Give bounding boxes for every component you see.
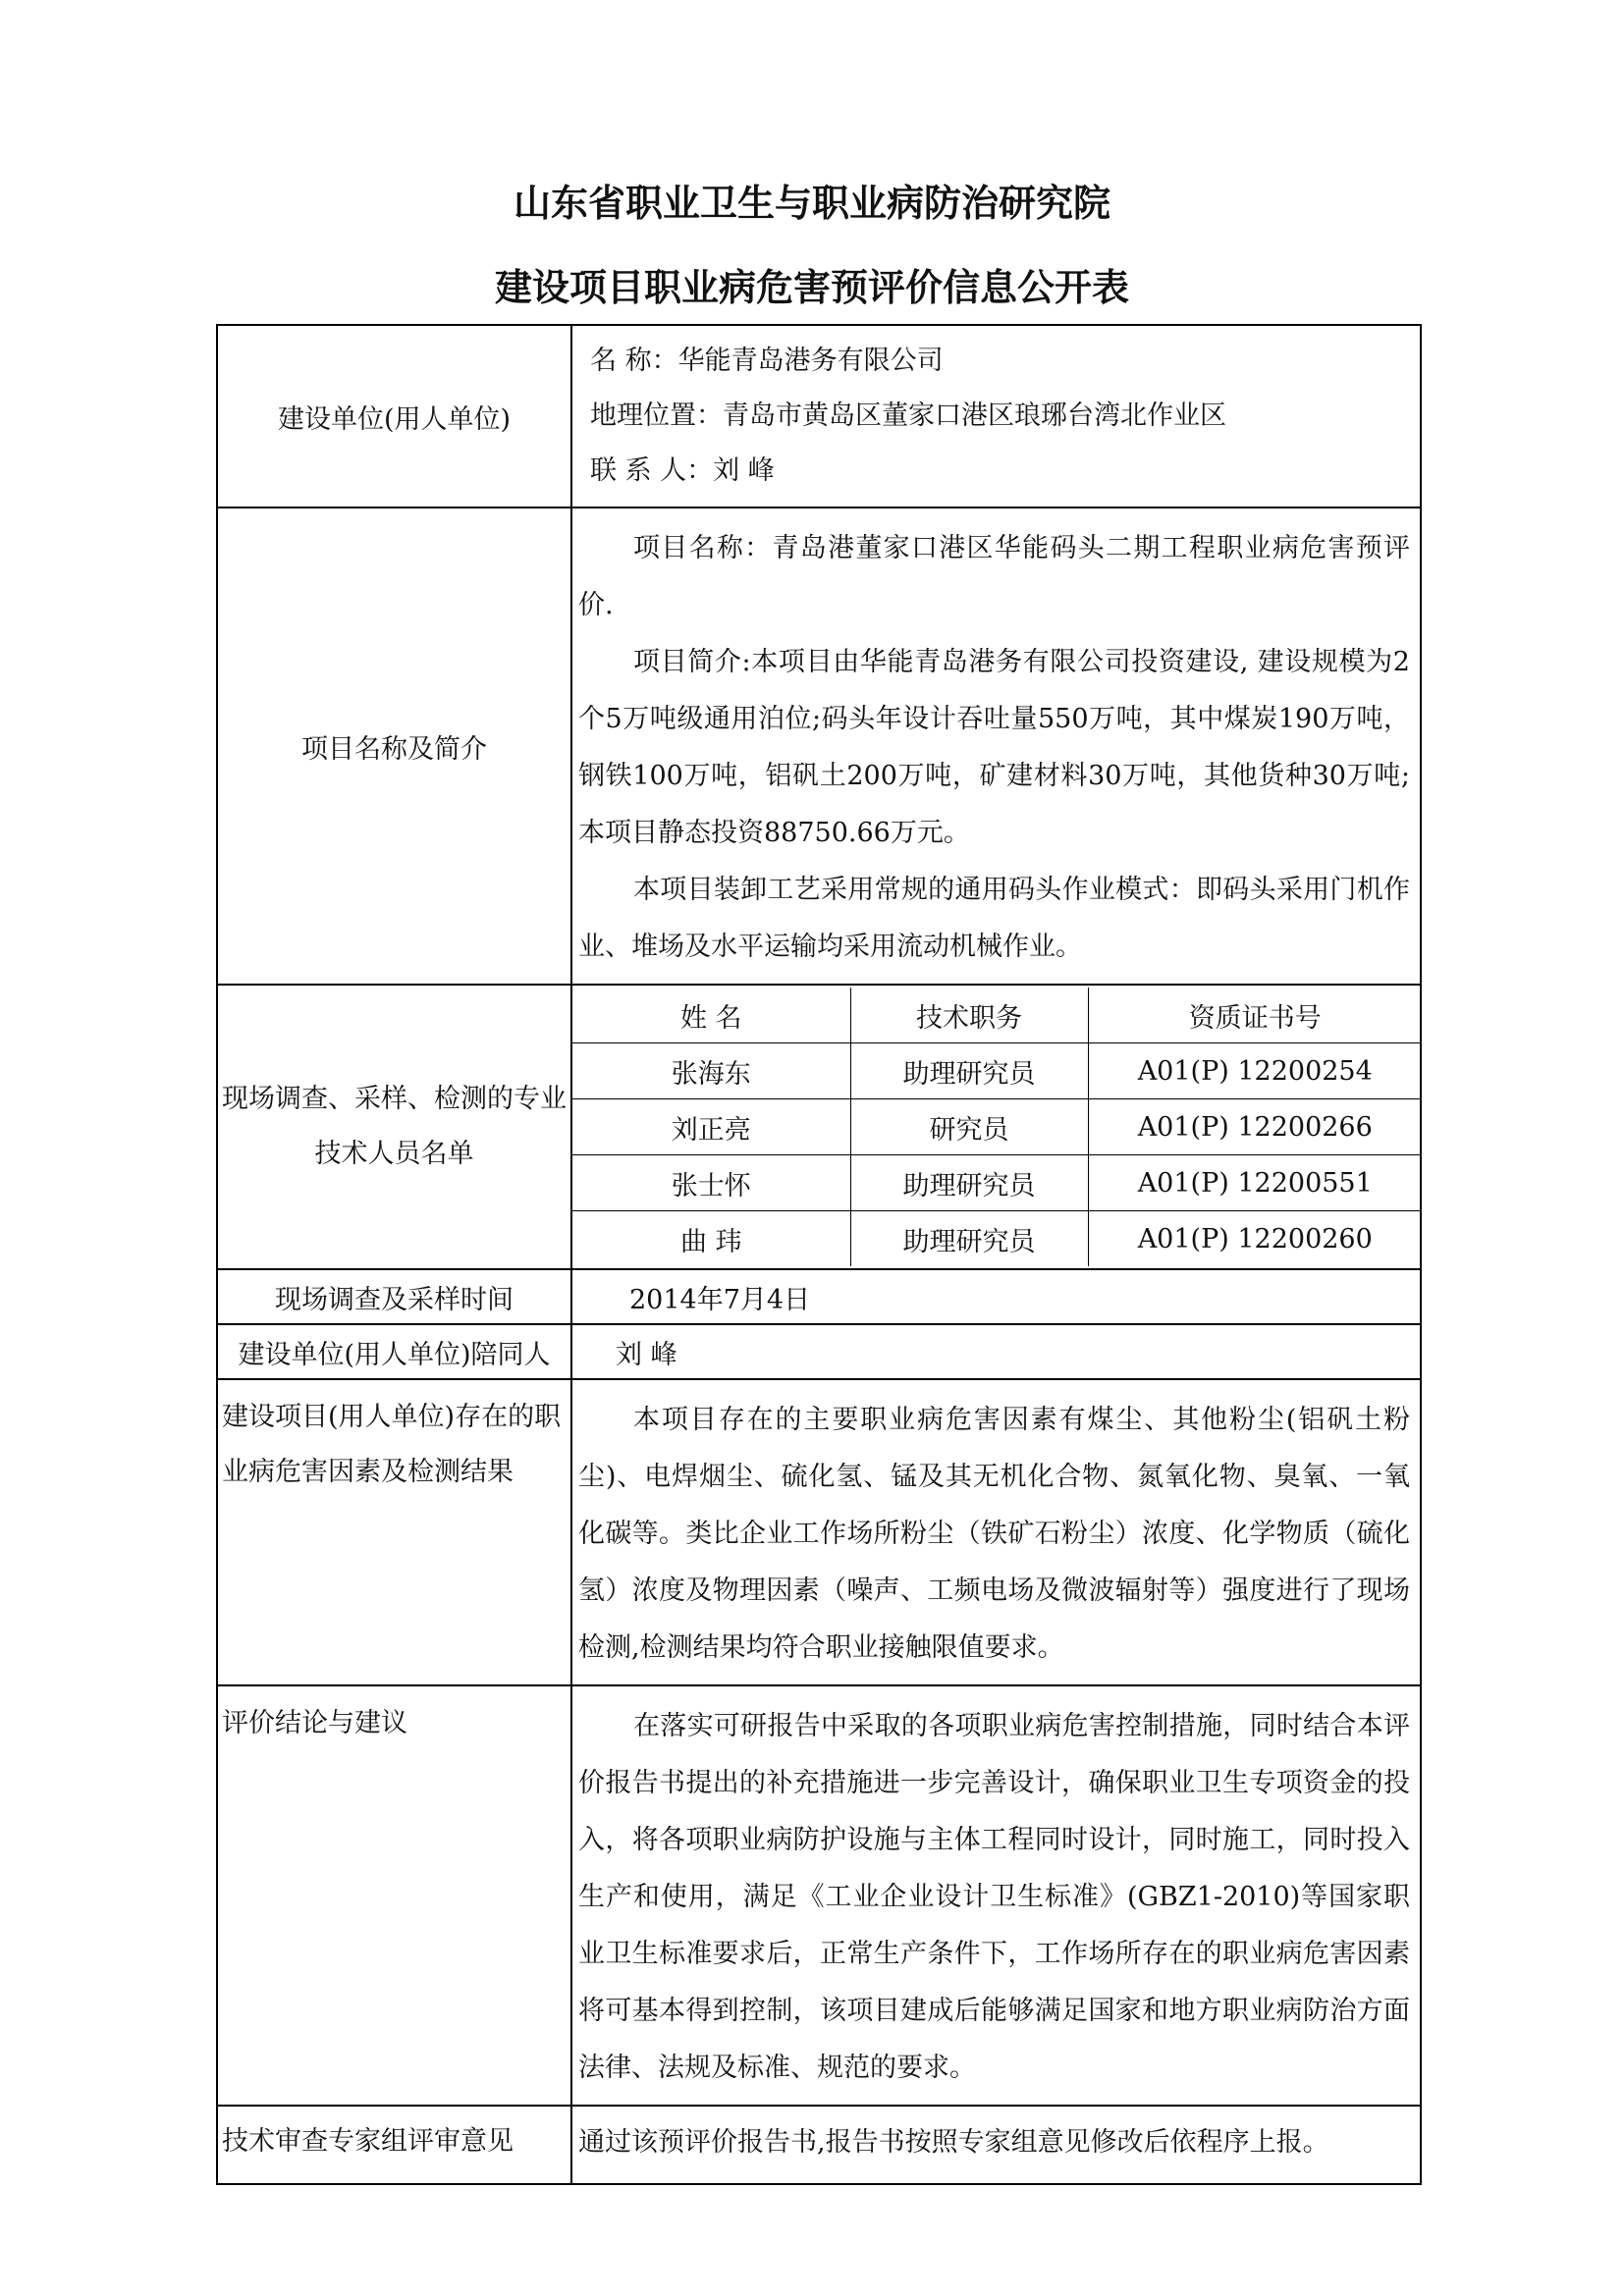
staff-cert: A01(P) 12200551 <box>1088 1155 1422 1211</box>
staff-row-2 <box>572 1099 1422 1155</box>
staff-name: 刘正亮 <box>572 1099 850 1155</box>
staff-title: 助理研究员 <box>850 1155 1088 1211</box>
review-text: 通过该预评价报告书,报告书按照专家组意见修改后依程序上报。 <box>578 2127 1329 2158</box>
staff-row-1 <box>572 1043 1422 1099</box>
staff-header-name: 姓 名 <box>572 988 850 1043</box>
unit-contact: 联 系 人：刘 峰 <box>590 455 775 486</box>
staff-row-4 <box>572 1211 1422 1267</box>
staff-header-row <box>572 988 1422 1043</box>
conclusion-cell <box>571 1685 1421 2106</box>
survey-time-value: 2014年7月4日 <box>571 1269 1421 1324</box>
conclusion-row <box>217 1685 1421 2106</box>
staff-name: 张士怀 <box>572 1155 850 1211</box>
conclusion-text: 在落实可研报告中采取的各项职业病危害控制措施，同时结合本评价报告书提出的补充措施进一步完善设计，确保职业卫生专项资金的投入，将各项职业病防护设施与主体工程同时设计，同时施工，同时投入生产和使用，满足《工业企业设计卫生标准》(GBZ1-2010)等国家职业卫生标准要求后，正常生产条件下，工作场所存在的职业病危害因素将可基本得到控制，该项目建成后能够满足国家和地方职业病防治方面法律、法规及标准、规范的要求。 <box>578 1711 1410 2083</box>
staff-name: 张海东 <box>572 1043 850 1099</box>
hazards-row <box>217 1379 1421 1685</box>
conclusion-label: 评价结论与建议 <box>217 1685 571 2106</box>
survey-time-label: 现场调查及采样时间 <box>217 1269 571 1324</box>
staff-header-title: 技术职务 <box>850 988 1088 1043</box>
staff-label: 现场调查、采样、检测的专业技术人员名单 <box>217 985 571 1269</box>
staff-cert: A01(P) 12200260 <box>1088 1211 1422 1267</box>
form-title: 建设项目职业病危害预评价信息公开表 <box>494 266 1129 309</box>
project-intro: 项目简介:本项目由华能青岛港务有限公司投资建设, 建设规模为2个5万吨级通用泊位;码头年设计吞吐量550万吨，其中煤炭190万吨，钢铁100万吨，铝矾土200万吨，矿建材料30万吨，其他货种30万吨;本项目静态投资88750.66万元。 <box>578 647 1410 848</box>
project-label: 项目名称及简介 <box>217 507 571 985</box>
staff-cert: A01(P) 12200254 <box>1088 1043 1422 1099</box>
companion-value: 刘 峰 <box>571 1324 1421 1379</box>
unit-label: 建设单位(用人单位) <box>217 325 571 507</box>
staff-cert: A01(P) 12200266 <box>1088 1099 1422 1155</box>
staff-name: 曲 玮 <box>572 1211 850 1267</box>
survey-time-row <box>217 1269 1421 1324</box>
project-details <box>571 507 1421 985</box>
hazards-cell <box>571 1379 1421 1685</box>
project-name: 项目名称：青岛港董家口港区华能码头二期工程职业病危害预评价. <box>578 533 1410 620</box>
review-label: 技术审查专家组评审意见 <box>217 2106 571 2184</box>
staff-header-cert: 资质证书号 <box>1088 988 1422 1043</box>
staff-title: 助理研究员 <box>850 1211 1088 1267</box>
info-table <box>216 324 1422 2185</box>
project-row <box>217 507 1421 985</box>
staff-table <box>572 988 1422 1266</box>
hazards-label: 建设项目(用人单位)存在的职业病危害因素及检测结果 <box>217 1379 571 1685</box>
project-process: 本项目装卸工艺采用常规的通用码头作业模式：即码头采用门机作业、堆场及水平运输均采用流动机械作业。 <box>578 875 1410 962</box>
review-row <box>217 2106 1421 2184</box>
review-cell <box>571 2106 1421 2184</box>
staff-title: 研究员 <box>850 1099 1088 1155</box>
staff-title: 助理研究员 <box>850 1043 1088 1099</box>
unit-name: 名 称：华能青岛港务有限公司 <box>590 346 944 376</box>
staff-row-3 <box>572 1155 1422 1211</box>
staff-row <box>217 985 1421 1269</box>
unit-details <box>571 325 1421 507</box>
hazards-text: 本项目存在的主要职业病危害因素有煤尘、其他粉尘(铝矾土粉尘)、电焊烟尘、硫化氢、锰及其无机化合物、氮氧化物、臭氧、一氧化碳等。类比企业工作场所粉尘（铁矿石粉尘）浓度、化学物质（硫化氢）浓度及物理因素（噪声、工频电场及微波辐射等）强度进行了现场检测,检测结果均符合职业接触限值要求。 <box>578 1405 1410 1663</box>
org-title: 山东省职业卫生与职业病防治研究院 <box>513 182 1110 225</box>
companion-row <box>217 1324 1421 1379</box>
unit-row <box>217 325 1421 507</box>
companion-label: 建设单位(用人单位)陪同人 <box>217 1324 571 1379</box>
staff-cell <box>571 985 1421 1269</box>
unit-location: 地理位置：青岛市黄岛区董家口港区琅琊台湾北作业区 <box>590 400 1226 431</box>
